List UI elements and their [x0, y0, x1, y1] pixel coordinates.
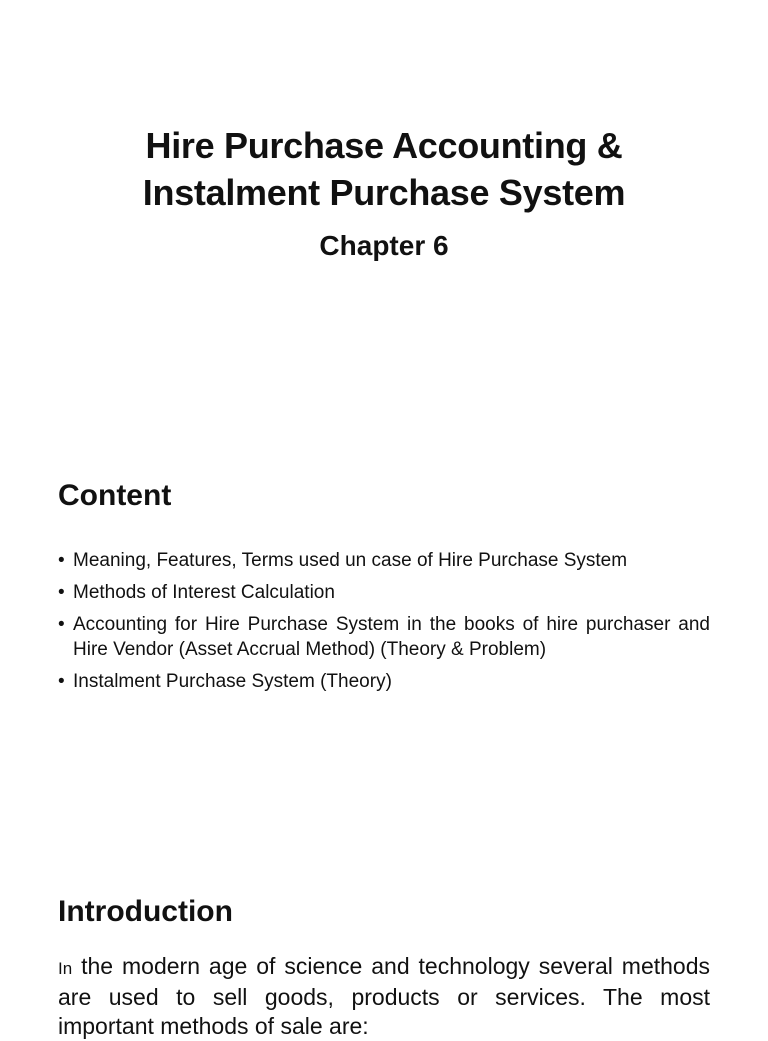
- bullet-item: [58, 669, 710, 694]
- deck-title-line-1: Hire Purchase Accounting &: [145, 125, 623, 166]
- introduction-heading: Introduction: [58, 895, 233, 928]
- content-heading: Content: [58, 479, 172, 512]
- introduction-lead-word: In: [58, 959, 73, 978]
- deck-title-line-2: Instalment Purchase System: [142, 172, 626, 213]
- content-slide: [0, 432, 768, 864]
- bullet-item: [58, 548, 710, 573]
- bullet-item: [58, 580, 710, 605]
- bullet-text: Meaning, Features, Terms used un case of Hire Purchase System: [73, 550, 628, 571]
- bullet-icon: •: [58, 582, 65, 603]
- bullet-text: Instalment Purchase System (Theory): [73, 671, 392, 692]
- chapter-subtitle: Chapter 6: [319, 230, 449, 261]
- bullet-item: [58, 612, 710, 662]
- content-bullet-list: [58, 548, 710, 701]
- deck-title: [0, 122, 768, 216]
- bullet-icon: •: [58, 614, 65, 635]
- bullet-icon: •: [58, 550, 65, 571]
- bullet-text: Methods of Interest Calculation: [73, 582, 335, 603]
- bullet-text: Accounting for Hire Purchase System in the books of hire purchaser and Hire Vendor (Asset Accrual Method) (Theory & Problem): [73, 614, 710, 660]
- bullet-icon: •: [58, 671, 65, 692]
- introduction-paragraph: [58, 952, 710, 1041]
- introduction-slide: [0, 864, 768, 1039]
- title-slide: [0, 0, 768, 432]
- introduction-text: the modern age of science and technology several methods are used to sell goods, products or services. The most important methods of sale are:: [58, 953, 711, 1039]
